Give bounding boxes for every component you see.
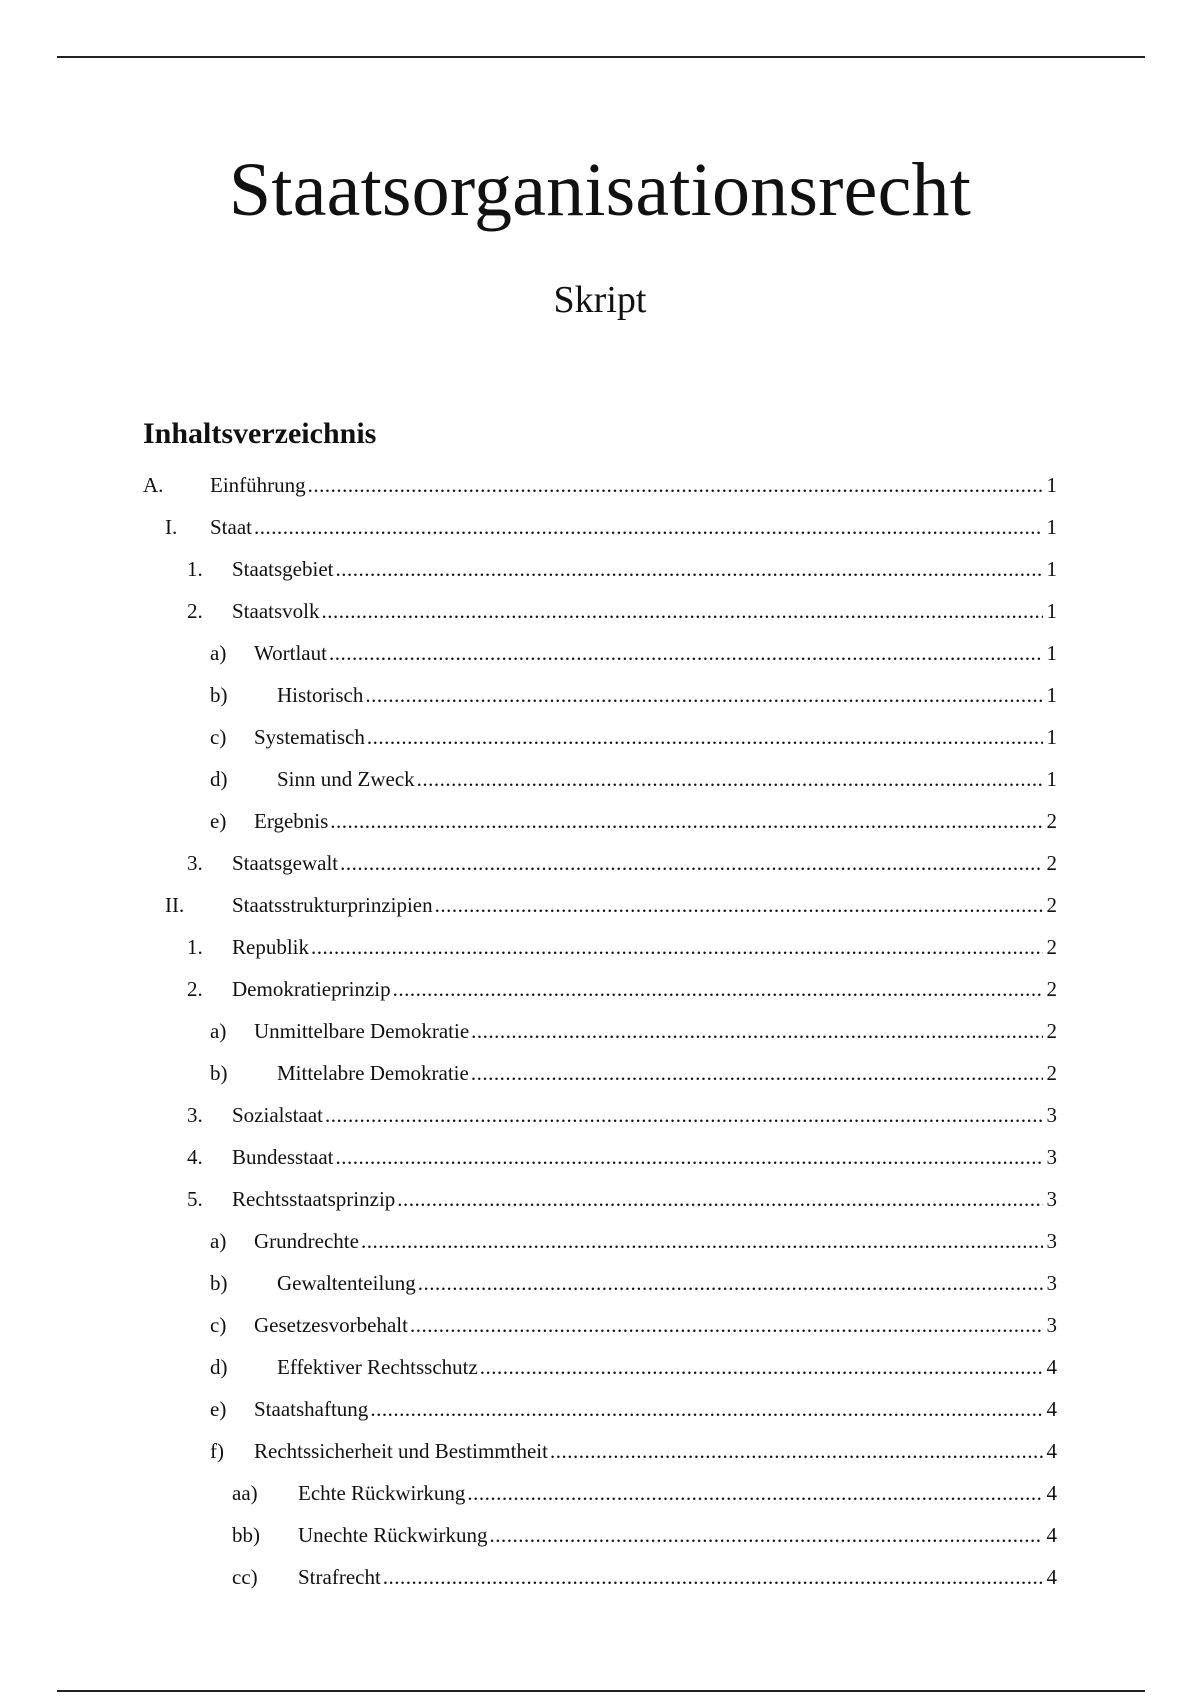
toc-entry-number: d) [210, 767, 228, 791]
toc-entry-number: 2. [187, 599, 203, 623]
toc-entry-title: Effektiver Rechtsschutz [277, 1355, 478, 1379]
toc-entry-page: 3 [1046, 1313, 1057, 1337]
table-of-contents [0, 464, 1200, 1598]
toc-entry [0, 632, 1200, 674]
toc-entry-number: d) [210, 1355, 228, 1379]
toc-entry-page: 4 [1046, 1481, 1057, 1505]
toc-entry-number: I. [165, 515, 178, 539]
toc-entry-number: 5. [187, 1187, 203, 1211]
document-title: Staatsorganisationsrecht [228, 148, 972, 232]
toc-dot-leader [367, 716, 1043, 758]
toc-entry-page: 4 [1046, 1439, 1057, 1463]
toc-entry-page: 2 [1046, 809, 1057, 833]
toc-dot-leader [550, 1430, 1043, 1472]
toc-dot-leader [361, 1220, 1043, 1262]
toc-entry-number: f) [210, 1439, 224, 1463]
toc-entry-number: aa) [232, 1481, 258, 1505]
toc-entry [0, 590, 1200, 632]
toc-entry-title: Unmittelbare Demokratie [254, 1019, 470, 1043]
toc-entry-title: Staatsgebiet [232, 557, 334, 581]
toc-entry-number: 4. [187, 1145, 203, 1169]
toc-entry [0, 1136, 1200, 1178]
toc-entry [0, 1010, 1200, 1052]
toc-entry [0, 1304, 1200, 1346]
toc-entry [0, 968, 1200, 1010]
toc-entry-page: 2 [1046, 851, 1057, 875]
toc-dot-leader [311, 926, 1043, 968]
toc-entry-title: Grundrechte [254, 1229, 359, 1253]
toc-entry-number: 1. [187, 935, 203, 959]
toc-entry-title: Wortlaut [254, 641, 327, 665]
toc-entry-title: Rechtssicherheit und Bestimmtheit [254, 1439, 548, 1463]
toc-entry [0, 800, 1200, 842]
toc-entry-page: 4 [1046, 1397, 1057, 1421]
toc-entry [0, 926, 1200, 968]
toc-entry [0, 1052, 1200, 1094]
toc-entry [0, 1262, 1200, 1304]
toc-entry-page: 2 [1046, 977, 1057, 1001]
toc-entry-title: Republik [232, 935, 309, 959]
toc-entry-title: Sinn und Zweck [277, 767, 415, 791]
toc-entry-page: 3 [1046, 1229, 1057, 1253]
toc-entry-number: a) [210, 1229, 227, 1253]
toc-dot-leader [335, 1136, 1043, 1178]
toc-entry [0, 1514, 1200, 1556]
toc-entry-title: Staatsvolk [232, 599, 320, 623]
toc-entry-number: c) [210, 725, 227, 749]
toc-dot-leader [397, 1178, 1043, 1220]
toc-dot-leader [490, 1514, 1043, 1556]
toc-dot-leader [417, 758, 1043, 800]
toc-dot-leader [329, 632, 1043, 674]
toc-entry-title: Ergebnis [254, 809, 329, 833]
toc-dot-leader [393, 968, 1043, 1010]
toc-entry-title: Unechte Rückwirkung [298, 1523, 488, 1547]
toc-entry-number: e) [210, 809, 227, 833]
toc-entry-page: 1 [1046, 725, 1057, 749]
toc-entry-number: b) [210, 1271, 228, 1295]
toc-entry-page: 4 [1046, 1355, 1057, 1379]
toc-entry-page: 3 [1046, 1145, 1057, 1169]
footer-rule [57, 1690, 1145, 1692]
toc-entry [0, 464, 1200, 506]
toc-entry [0, 1556, 1200, 1598]
toc-entry [0, 1346, 1200, 1388]
toc-entry-title: Gesetzesvorbehalt [254, 1313, 408, 1337]
toc-entry-page: 1 [1046, 557, 1057, 581]
toc-dot-leader [322, 590, 1044, 632]
toc-entry [0, 842, 1200, 884]
toc-entry-title: Strafrecht [298, 1565, 381, 1589]
toc-entry [0, 1178, 1200, 1220]
toc-entry [0, 1472, 1200, 1514]
toc-dot-leader [418, 1262, 1043, 1304]
toc-dot-leader [480, 1346, 1043, 1388]
toc-entry-title: Staatsstrukturprinzipien [232, 893, 433, 917]
toc-entry [0, 1388, 1200, 1430]
toc-entry-page: 2 [1046, 935, 1057, 959]
toc-entry-title: Staat [210, 515, 252, 539]
toc-entry-title: Historisch [277, 683, 364, 707]
toc-dot-leader [471, 1052, 1043, 1094]
toc-entry [0, 506, 1200, 548]
toc-entry-page: 2 [1046, 1019, 1057, 1043]
toc-entry-page: 3 [1046, 1271, 1057, 1295]
toc-entry-page: 1 [1046, 641, 1057, 665]
toc-entry-page: 2 [1046, 893, 1057, 917]
toc-dot-leader [335, 548, 1043, 590]
toc-entry [0, 716, 1200, 758]
toc-entry-number: cc) [232, 1565, 258, 1589]
toc-entry-page: 3 [1046, 1187, 1057, 1211]
toc-entry-title: Einführung [210, 473, 306, 497]
document-subtitle: Skript [553, 279, 647, 321]
toc-entry-page: 3 [1046, 1103, 1057, 1127]
toc-entry-title: Echte Rückwirkung [298, 1481, 466, 1505]
toc-entry-number: 3. [187, 851, 203, 875]
toc-entry-page: 1 [1046, 599, 1057, 623]
toc-entry-title: Mittelabre Demokratie [277, 1061, 469, 1085]
toc-entry [0, 548, 1200, 590]
toc-entry [0, 1430, 1200, 1472]
toc-entry-title: Staatshaftung [254, 1397, 369, 1421]
toc-dot-leader [365, 674, 1043, 716]
toc-entry-number: bb) [232, 1523, 260, 1547]
toc-entry-title: Demokratieprinzip [232, 977, 391, 1001]
toc-heading: Inhaltsverzeichnis [143, 417, 377, 450]
toc-entry-page: 2 [1046, 1061, 1057, 1085]
toc-dot-leader [254, 506, 1043, 548]
toc-entry-title: Bundesstaat [232, 1145, 334, 1169]
toc-dot-leader [325, 1094, 1043, 1136]
toc-entry-page: 1 [1046, 515, 1057, 539]
toc-entry-title: Gewaltenteilung [277, 1271, 416, 1295]
toc-dot-leader [330, 800, 1043, 842]
toc-entry-page: 1 [1046, 473, 1057, 497]
toc-entry-number: 2. [187, 977, 203, 1001]
toc-entry-number: e) [210, 1397, 227, 1421]
toc-dot-leader [383, 1556, 1043, 1598]
toc-entry-number: b) [210, 683, 228, 707]
toc-dot-leader [340, 842, 1043, 884]
toc-entry [0, 1220, 1200, 1262]
toc-entry-number: A. [143, 473, 164, 497]
toc-entry-number: b) [210, 1061, 228, 1085]
toc-entry-page: 1 [1046, 683, 1057, 707]
toc-entry-number: II. [165, 893, 185, 917]
toc-entry [0, 758, 1200, 800]
toc-dot-leader [308, 464, 1043, 506]
toc-dot-leader [471, 1010, 1043, 1052]
toc-entry-number: a) [210, 1019, 227, 1043]
toc-dot-leader [370, 1388, 1043, 1430]
toc-entry-title: Sozialstaat [232, 1103, 323, 1127]
toc-entry-page: 4 [1046, 1565, 1057, 1589]
toc-dot-leader [467, 1472, 1043, 1514]
toc-entry-title: Staatsgewalt [232, 851, 339, 875]
toc-entry-page: 4 [1046, 1523, 1057, 1547]
toc-dot-leader [435, 884, 1043, 926]
toc-entry-page: 1 [1046, 767, 1057, 791]
toc-entry-title: Rechtsstaatsprinzip [232, 1187, 396, 1211]
header-rule [57, 56, 1145, 58]
toc-entry [0, 1094, 1200, 1136]
toc-dot-leader [410, 1304, 1043, 1346]
toc-entry-number: 3. [187, 1103, 203, 1127]
toc-entry [0, 674, 1200, 716]
toc-entry-number: a) [210, 641, 227, 665]
toc-entry [0, 884, 1200, 926]
toc-entry-title: Systematisch [254, 725, 365, 749]
toc-entry-number: 1. [187, 557, 203, 581]
toc-entry-number: c) [210, 1313, 227, 1337]
